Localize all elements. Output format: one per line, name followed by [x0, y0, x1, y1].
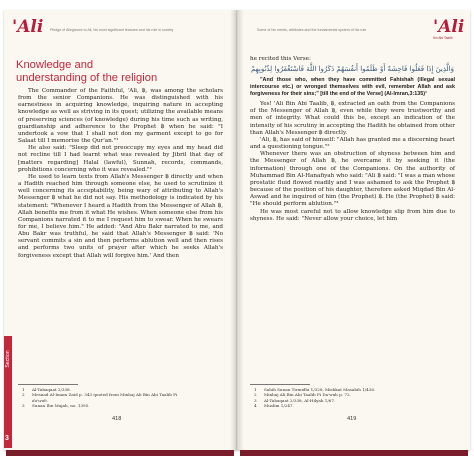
- arabic-verse: وَالَّذِينَ إِذَا فَعَلُوا فَاحِشَةً أَوْ ظَلَمُوا أَنفُسَهُمْ ذَكَرُوا اللَّهَ فَاسْتَغْفَرُوا لِذُنُوبِهِمْ: [250, 65, 454, 74]
- footnotes: [22, 387, 227, 408]
- footnote: 1 Al-Tabaqaat 2/338.: [22, 387, 71, 392]
- footnote: 2 Mesnad Al-Imam Zaid p. 343 quoted from Minhaj Ali Bin Abi Taalib Fi: [22, 392, 178, 398]
- right-page: [237, 10, 470, 450]
- heading-line-1: Knowledge and: [16, 59, 94, 71]
- page-number: 419: [347, 416, 357, 422]
- footnote: 1 Sahih Sunan Tirmidhi 1/328, Mishkat Masabih 1/436.: [254, 387, 376, 392]
- paragraph: 'Ali, ฿, has said of himself: "Allah has granted me a discerning heart and a questioning tongue."²: [250, 136, 455, 151]
- paragraph: Yes! 'Ali Bin Abi Taalib, ฿, extracted an oath from the Companions of the Messenger of Allah ฿, even while they were trustworthy and men of integrity. What could this be, except an indication of the intensity of his scrutiny in accepting the Hadith he obtained from other than Allah's Messenger ฿ directly.: [250, 101, 455, 136]
- book-logo: 'Ali: [12, 17, 44, 37]
- section-number: 3: [5, 435, 9, 442]
- running-header: Pledge of Allegiance to Ali, his most significant features and his role in society: [50, 28, 174, 32]
- right-body-text: [250, 56, 455, 223]
- paragraph: he recited this Verse:: [250, 56, 311, 62]
- cover-edge: [240, 450, 468, 456]
- book-logo: 'Ali: [433, 17, 465, 37]
- paragraph: The Commander of the Faithful, 'Ali, ฿, was among the scholars from the senior Companions. He was distinguished with his earnestness in acquiring knowledge, inquiring nature in accepting knowledge as well as striving in its quest; utilizing the available means of preserving sciences (of knowledge) during his time such as writing, guardianship and adherence to the Prophet ฿ when he said: "I undertook a vow that I shall not don my garment except to go for Salaat till I memorise the Qur'an."¹: [18, 88, 223, 145]
- left-page: [4, 10, 237, 450]
- left-body-text: [18, 88, 223, 260]
- verse-translation: "And those who, when they have committed Fahishah (illegal sexual intercourse etc.) or wronged themselves with evil, remember Allah and ask forgiveness for their sins;" [till the end of the Verse] (Al-Imran,3:135)¹: [250, 77, 455, 98]
- open-book: [4, 10, 470, 460]
- section-heading: [16, 59, 216, 85]
- footnote: 3 Sunan Ibn Majah, no. 1395.: [22, 402, 90, 408]
- footnote: da'wah.: [32, 397, 49, 403]
- book-gutter: [230, 10, 244, 450]
- paragraph: He used to learn texts from Allah's Messenger ฿ directly and when a Hadith reached him through someone else, he used to scrutinize it well concerning its acceptability, being wary of attributing to Allah's Messenger ฿ what he did not say. His methodology is indicated by his statement: "Whenever I heard a Hadith from the Messenger of Allah ฿, Allah benefits me from it what He wishes. When someone else from his Companions narrated it to me I request him to swear. When he swears for me, I believe him." He added: "And Abu Bakr narrated to me, and Abu Bakr was truthful, he said that Allah's Messenger ฿ said: 'No servant commits a sin and then performs ablution well and then rises and performs two units of prayer after which he seeks Allah's forgiveness except that Allah will forgive him.' And then: [18, 173, 223, 259]
- running-header: Some of his merits, attributes and the fundamental system of his rule: [257, 28, 367, 32]
- heading-line-2: understanding of the religion: [16, 72, 158, 84]
- footnote-rule: [250, 384, 310, 385]
- page-number: 418: [112, 416, 122, 422]
- cover-edge: [6, 450, 234, 456]
- footnote: 4 Muslim 1/247.: [254, 402, 294, 408]
- footnote-rule: [18, 384, 78, 385]
- section-tab: [4, 336, 12, 448]
- book-logo-subtitle: Ibn Abi Taalib: [433, 36, 453, 40]
- paragraph: He was most careful not to allow knowledge slip from him due to shyness. He said: "Never allow your choice, let him: [250, 208, 455, 222]
- footnote: 2 Minhaj Ali Bin Abi Taalib Fi Da'wah p. 72.: [254, 392, 351, 398]
- paragraph: Whenever there was an obstruction of shyness between him and the Messenger of Allah ฿, he overcame it by seeking it (the information) through one of the Companions. On the authority of Muhammad Bin Al-Hanafiyah who said: "Ali ฿ said: "I was a man whose prostatic fluid flowed readily and I was ashamed to ask the Prophet ฿ because of the position of his daughter, therefore asked Miqdad Bin Al-Aswad and he inquired of him (the Prophet) ฿. He (the Prophet) ฿ said: "He should perform ablution."³: [250, 151, 455, 208]
- paragraph: He also said: "Sleep did not preoccupy my eyes and my head did not recline till I had learnt what was revealed by Jibril that day of [matters regarding] Halal (lawful), Sunnah, records, commands, prohibitions concerning who it was revealed."²: [18, 145, 223, 173]
- footnote: 3 Al-Tabaqaat 2/338, Al-Hilyah 1/67.: [254, 397, 336, 403]
- footnotes: [254, 387, 459, 408]
- section-label: Section: [5, 350, 11, 368]
